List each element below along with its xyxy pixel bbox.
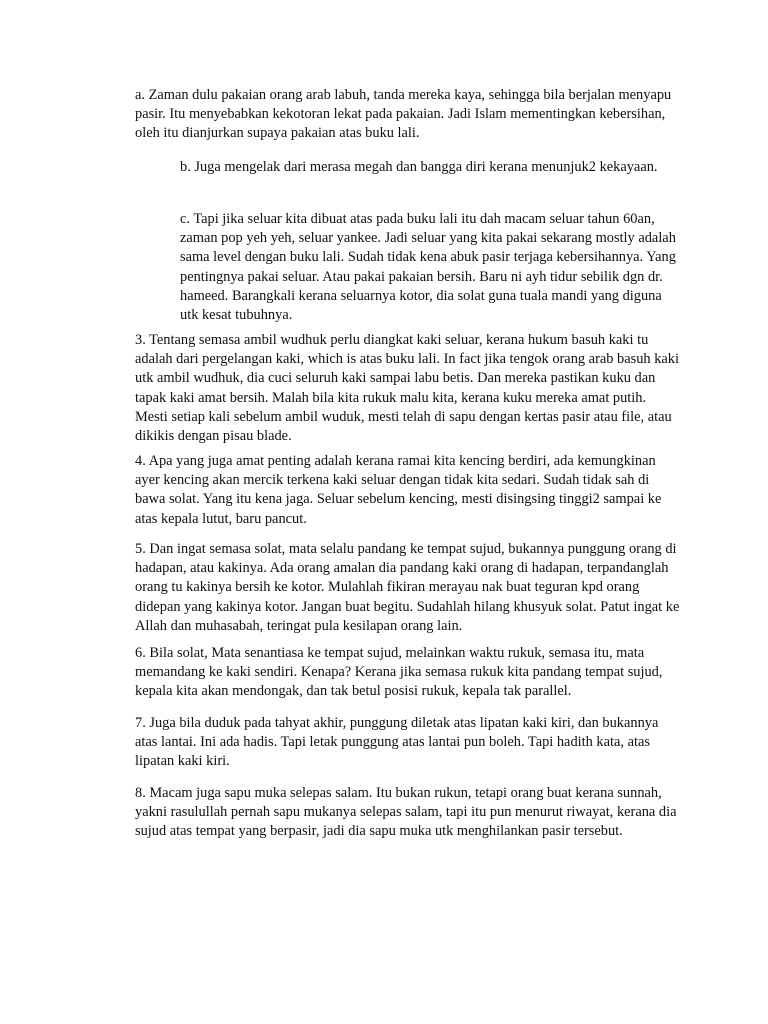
paragraph-c: c. Tapi jika seluar kita dibuat atas pada buku lali itu dah macam seluar tahun 60an, zaman pop yeh yeh, seluar yankee. Jadi seluar yang kita pakai sekarang mostly adalah sama level dengan buku lali. Sudah tidak kena abuk pasir terjaga kebersihannya. Yang pentingnya pakai seluar. Atau pakai pakaian bersih. Baru ni ayh tidur sebilik dgn dr. hameed. Barangkali kerana seluarnya kotor, dia solat guna tuala mandi yang diguna utk kesat tubuhnya. (180, 211, 676, 324)
paragraph-6: 6. Bila solat, Mata senantiasa ke tempat sujud, melainkan waktu rukuk, semasa itu, mata memandang ke kaki sendiri. Kenapa? Kerana jika semasa rukuk kita pandang tempat sujud, kepala kita akan mendongak, dan tak betul posisi rukuk, kepala tak parallel. (135, 645, 663, 700)
paragraph-4: 4. Apa yang juga amat penting adalah kerana ramai kita kencing berdiri, ada kemungkinan ayer kencing akan mercik terkena kaki seluar dengan tidak kita sedari. Sudah tidak sah di bawa solat. Yang itu kena jaga. Seluar sebelum kencing, mesti disingsing tinggi2 sampai ke atas kepala lutut, baru pancut. (135, 453, 662, 527)
paragraph-3: 3. Tentang semasa ambil wudhuk perlu diangkat kaki seluar, kerana hukum basuh kaki tu adalah dari pergelangan kaki, which is atas buku lali. In fact jika tengok orang arab basuh kaki utk ambil wudhuk, dia cuci seluruh kaki sampai labu betis. Dan mereka pastikan kuku dan tapak kaki amat bersih. Malah bila kita rukuk malu kita, kerana kuku mereka amat putih. Mesti setiap kali sebelum ambil wuduk, mesti telah di sapu dengan kertas pasir atau file, atau dikikis dengan pisau blade. (135, 332, 679, 445)
paragraph-5: 5. Dan ingat semasa solat, mata selalu pandang ke tempat sujud, bukannya punggung orang di hadapan, atau kakinya. Ada orang amalan dia pandang kaki orang di hadapan, terpandanglah orang tu kakinya bersih ke kotor. Mulahlah fikiran merayau nak buat teguran kpd orang didepan yang kakinya kotor. Jangan buat begitu. Sudahlah hilang khusyuk solat. Patut ingat ke Allah dan muhasabah, teringat pula kesilapan orang lain. (135, 541, 680, 634)
paragraph-7: 7. Juga bila duduk pada tahyat akhir, punggung diletak atas lipatan kaki kiri, dan bukannya atas lantai. Ini ada hadis. Tapi letak punggung atas lantai pun boleh. Tapi hadith kata, atas lipatan kaki kiri. (135, 715, 659, 770)
paragraph-a: a. Zaman dulu pakaian orang arab labuh, tanda mereka kaya, sehingga bila berjalan menyapu pasir. Itu menyebabkan kekotoran lekat pada pakaian. Jadi Islam mementingkan kebersihan, oleh itu dianjurkan supaya pakaian atas buku lali. (135, 87, 672, 142)
paragraph-8: 8. Macam juga sapu muka selepas salam. Itu bukan rukun, tetapi orang buat kerana sunnah, yakni rasulullah pernah sapu mukanya selepas salam, tapi itu pun menurut riwayat, kerana dia sujud atas tempat yang berpasir, jadi dia sapu muka utk menghilankan pasir tersebut. (135, 785, 677, 840)
paragraph-b: b. Juga mengelak dari merasa megah dan bangga diri kerana menunjuk2 kekayaan. (180, 159, 658, 175)
